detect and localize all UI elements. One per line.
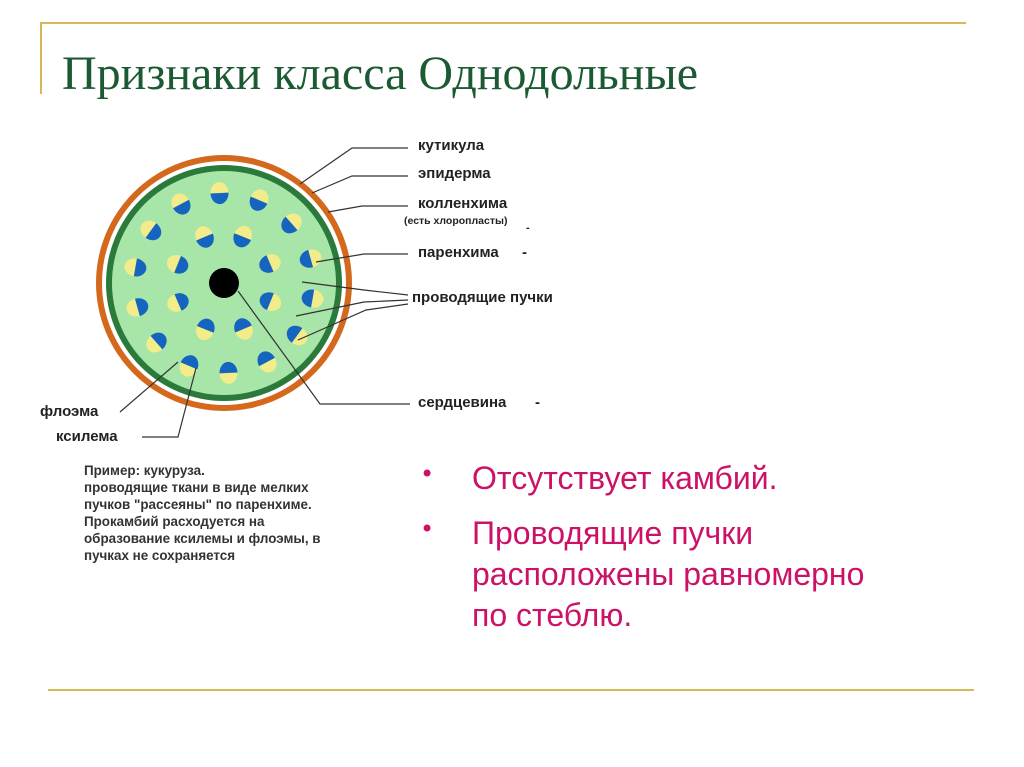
bullet-dot-icon: • (420, 515, 435, 543)
label-marker: - (535, 394, 540, 411)
label-marker: - (526, 222, 530, 234)
leader-line-collenchyma (328, 206, 408, 212)
caption-line: Прокамбий расходуется на (84, 514, 265, 529)
label-parenchyma: паренхима (418, 244, 499, 261)
bullet-text: Проводящие пучки (472, 515, 754, 551)
label-collenchyma: колленхима (418, 195, 508, 212)
label-phloem: флоэма (40, 403, 99, 420)
bullet-list (420, 458, 1000, 650)
caption-line: пучках не сохраняется (84, 548, 236, 563)
label-epidermis: эпидерма (418, 165, 491, 182)
caption-line: Пример: кукуруза. (84, 463, 205, 478)
label-marker: - (522, 244, 527, 261)
leader-line-epidermis (312, 176, 408, 193)
label-vascular-bundles: проводящие пучки (412, 289, 553, 306)
bullet-text: расположены равномерно (472, 556, 865, 592)
leader-line-cuticle (300, 148, 408, 184)
bullet-text: Отсутствует камбий. (472, 460, 778, 496)
diagram-caption (84, 462, 384, 564)
bullet-item (420, 513, 1000, 636)
caption-line: проводящие ткани в виде мелких (84, 480, 309, 495)
bullet-dot-icon: • (420, 460, 435, 488)
label-xylem: ксилема (56, 428, 118, 445)
pith (209, 268, 239, 298)
label-cuticle: кутикула (418, 137, 485, 154)
bullet-item (420, 458, 1000, 499)
caption-line: пучков "рассеяны" по паренхиме. (84, 497, 312, 512)
label-collenchyma-note: (есть хлоропласты) (404, 215, 508, 227)
caption-line: образование ксилемы и флоэмы, в (84, 531, 321, 546)
frame-bottom-line (48, 689, 974, 691)
slide-title: Признаки класса Однодольные (62, 47, 699, 100)
label-pith: сердцевина (418, 394, 507, 411)
bullet-text: по стеблю. (472, 597, 633, 633)
